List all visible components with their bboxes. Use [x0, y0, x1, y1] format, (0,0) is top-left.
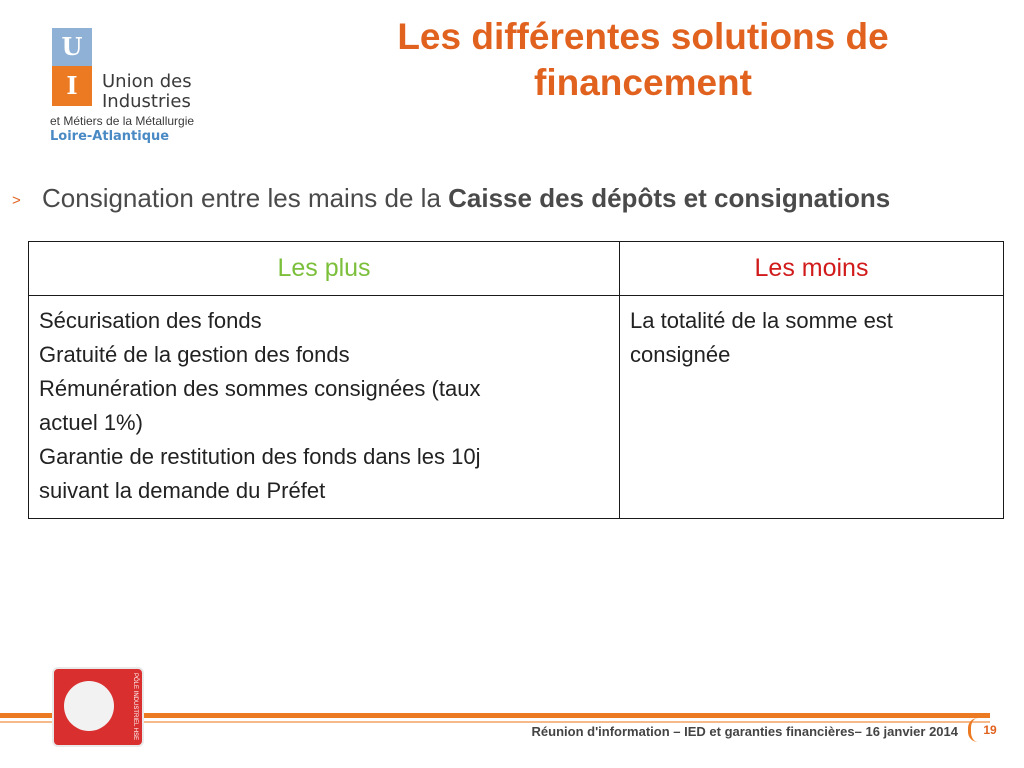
bullet-arrow-icon: >	[12, 192, 21, 209]
table-header-row	[29, 242, 1004, 296]
table-row	[29, 296, 1004, 519]
slide-title-line1: Les différentes solutions de	[397, 16, 889, 57]
moins-item: consignée	[630, 342, 731, 367]
bullet-text-plain: Consignation entre les mains de la	[42, 183, 449, 213]
moins-item: La totalité de la somme est	[630, 308, 893, 333]
logo-name-line1: Union des	[102, 71, 192, 92]
plus-item: Rémunération des sommes consignées (taux	[39, 376, 481, 401]
plus-item: suivant la demande du Préfet	[39, 478, 326, 503]
logo-subtitle: et Métiers de la Métallurgie	[50, 114, 195, 128]
slide-title-line2: financement	[534, 62, 752, 103]
page-number: 19	[968, 718, 1009, 742]
plus-cell	[29, 296, 620, 519]
helmet-icon	[64, 681, 114, 731]
logo-name	[102, 72, 192, 112]
moins-cell	[620, 296, 1004, 519]
pole-badge-text: PÔLE INDUSTRIEL HSE	[132, 673, 138, 741]
header-les-moins: Les moins	[620, 242, 1004, 296]
bullet-text	[42, 183, 890, 214]
plus-item: Gratuité de la gestion des fonds	[39, 342, 350, 367]
logo-name-line2: Industries	[102, 91, 191, 112]
bullet-text-bold: Caisse des dépôts et consignations	[448, 183, 891, 213]
logo-letter-u: U	[52, 28, 92, 66]
plus-item: Garantie de restitution des fonds dans les 10j	[39, 444, 481, 469]
comparison-table	[28, 241, 1004, 519]
logo-region: Loire-Atlantique	[50, 129, 170, 144]
logo-letter-i: I	[52, 66, 92, 106]
slide-title	[300, 14, 986, 106]
footer-divider-light	[0, 721, 990, 723]
footer-divider	[0, 713, 990, 718]
pole-industriel-hse-logo	[52, 667, 144, 747]
footer-text: Réunion d'information – IED et garanties financières– 16 janvier 2014	[531, 724, 958, 739]
header-les-plus: Les plus	[29, 242, 620, 296]
plus-item: Sécurisation des fonds	[39, 308, 262, 333]
uimm-logo	[50, 28, 220, 146]
logo-mark	[52, 28, 92, 106]
plus-item: actuel 1%)	[39, 410, 143, 435]
